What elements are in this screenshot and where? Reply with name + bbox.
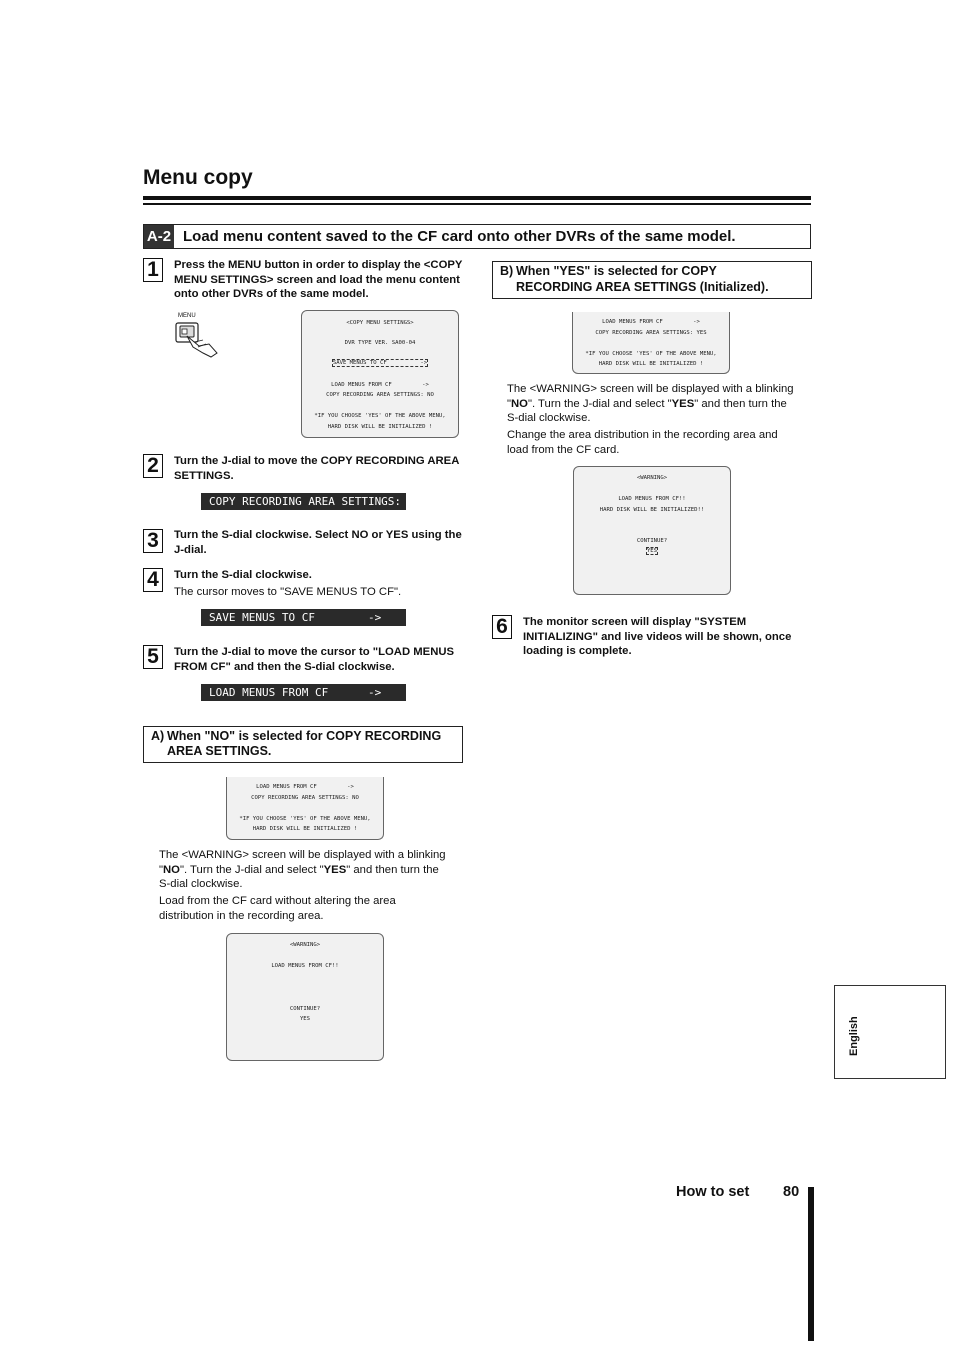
screen-question: CONTINUE? <box>636 538 668 544</box>
screen-warning-line: *IF YOU CHOOSE 'YES' OF THE ABOVE MENU, <box>585 351 717 357</box>
step-text: Turn the J-dial to move the COPY RECORDING AREA SETTINGS. <box>174 455 459 482</box>
case-b-warning-screen <box>573 466 731 595</box>
screen-area-item: COPY RECORDING AREA SETTINGS: NO <box>326 392 434 398</box>
case-a-paragraph-1: The <WARNING> screen will be displayed with a blinking "NO". Turn the J-dial and select "YES" and then turn the S-dial clockwise. <box>159 849 446 890</box>
case-a-label: A) <box>151 729 165 743</box>
case-b-paragraph-1: The <WARNING> screen will be displayed with a blinking "NO". Turn the J-dial and select "YES" and then turn the S-dial clockwise. <box>507 383 794 424</box>
step-note: The cursor moves to "SAVE MENUS TO CF". <box>174 586 402 598</box>
case-a-menu-screen <box>226 777 384 840</box>
step-text: The monitor screen will display "SYSTEM INITIALIZING" and live videos will be shown, once loading is complete. <box>523 616 792 657</box>
step-text: Turn the J-dial to move the cursor to "LOAD MENUS FROM CF" and then the S-dial clockwise. <box>174 646 455 673</box>
screen-save-item: SAVE MENUS TO CF -> <box>332 360 428 366</box>
screen-warning-line: HARD DISK WILL BE INITIALIZED ! <box>327 424 433 430</box>
screen-load-item: LOAD MENUS FROM CF -> <box>331 382 429 388</box>
step-number: 3 <box>143 529 163 553</box>
screen-title: <COPY MENU SETTINGS> <box>346 320 414 326</box>
screen-load-item: LOAD MENUS FROM CF -> <box>602 319 700 325</box>
screen-warning-line: HARD DISK WILL BE INITIALIZED ! <box>598 361 704 367</box>
screen-warning-line: LOAD MENUS FROM CF!! <box>271 963 339 969</box>
screen-warning-line: HARD DISK WILL BE INITIALIZED!! <box>599 507 705 513</box>
menu-button-icon <box>173 320 223 360</box>
case-b-menu-screen <box>572 312 730 374</box>
case-b-paragraph-2: Change the area distribution in the recording area and load from the CF card. <box>507 429 778 456</box>
screen-load-item: LOAD MENUS FROM CF -> <box>256 784 354 790</box>
case-a-heading-line2: AREA SETTINGS. <box>167 744 272 758</box>
menu-button-caption: MENU <box>178 313 196 319</box>
language-tab <box>834 985 946 1079</box>
step-text: Turn the S-dial clockwise. <box>174 569 312 581</box>
title-rule-thin <box>143 203 811 205</box>
case-a-warning-screen <box>226 933 384 1061</box>
step-number: 6 <box>492 615 512 639</box>
case-b-heading-line2: RECORDING AREA SETTINGS (Initialized). <box>516 280 769 294</box>
case-b-heading <box>492 261 812 299</box>
screen-question: CONTINUE? <box>289 1006 321 1012</box>
screen-area-item: COPY RECORDING AREA SETTINGS: YES <box>595 330 707 336</box>
screen-title: <WARNING> <box>636 475 668 481</box>
case-b-heading-line1: When "YES" is selected for COPY <box>516 264 717 278</box>
case-a-heading-line1: When "NO" is selected for COPY RECORDING <box>167 729 442 743</box>
step-number: 1 <box>143 258 163 282</box>
highlight-bar-load: LOAD MENUS FROM CF -> <box>201 684 406 701</box>
language-label: English <box>848 1016 860 1056</box>
screen-area-item: COPY RECORDING AREA SETTINGS: NO <box>251 795 359 801</box>
page-number: 80 <box>783 1184 800 1200</box>
section-heading: Load menu content saved to the CF card onto other DVRs of the same model. <box>183 228 736 245</box>
copy-menu-settings-screen <box>301 310 459 438</box>
screen-warning-line: *IF YOU CHOOSE 'YES' OF THE ABOVE MENU, <box>314 413 446 419</box>
step-text: Turn the S-dial clockwise. Select NO or YES using the J-dial. <box>174 529 462 556</box>
case-a-paragraph-2: Load from the CF card without altering the area distribution in the recording area. <box>159 895 396 922</box>
screen-warning-line: LOAD MENUS FROM CF!! <box>618 496 686 502</box>
screen-warning-line: *IF YOU CHOOSE 'YES' OF THE ABOVE MENU, <box>239 816 371 822</box>
highlight-bar-area: COPY RECORDING AREA SETTINGS: NO <box>201 493 406 510</box>
screen-answer: YES <box>299 1016 311 1022</box>
screen-version: DVR TYPE VER. SA00-04 <box>344 340 416 346</box>
step-number: 5 <box>143 645 163 669</box>
screen-title: <WARNING> <box>289 942 321 948</box>
case-b-label: B) <box>500 264 514 278</box>
section-tag: A-2 <box>144 225 174 248</box>
screen-warning-line: HARD DISK WILL BE INITIALIZED ! <box>252 826 358 832</box>
footer-section: How to set <box>676 1184 750 1200</box>
page-title: Menu copy <box>143 166 253 189</box>
footer-bar <box>808 1187 814 1341</box>
highlight-bar-save: SAVE MENUS TO CF -> <box>201 609 406 626</box>
case-a-heading <box>143 726 463 763</box>
step-text: Press the MENU button in order to display the <COPY MENU SETTINGS> screen and load the menu content onto other DVRs of the same model. <box>174 259 463 300</box>
step-number: 4 <box>143 568 163 592</box>
title-rule-thick <box>143 196 811 200</box>
step-number: 2 <box>143 454 163 478</box>
section-header <box>143 224 811 249</box>
screen-answer: YES <box>646 548 658 554</box>
